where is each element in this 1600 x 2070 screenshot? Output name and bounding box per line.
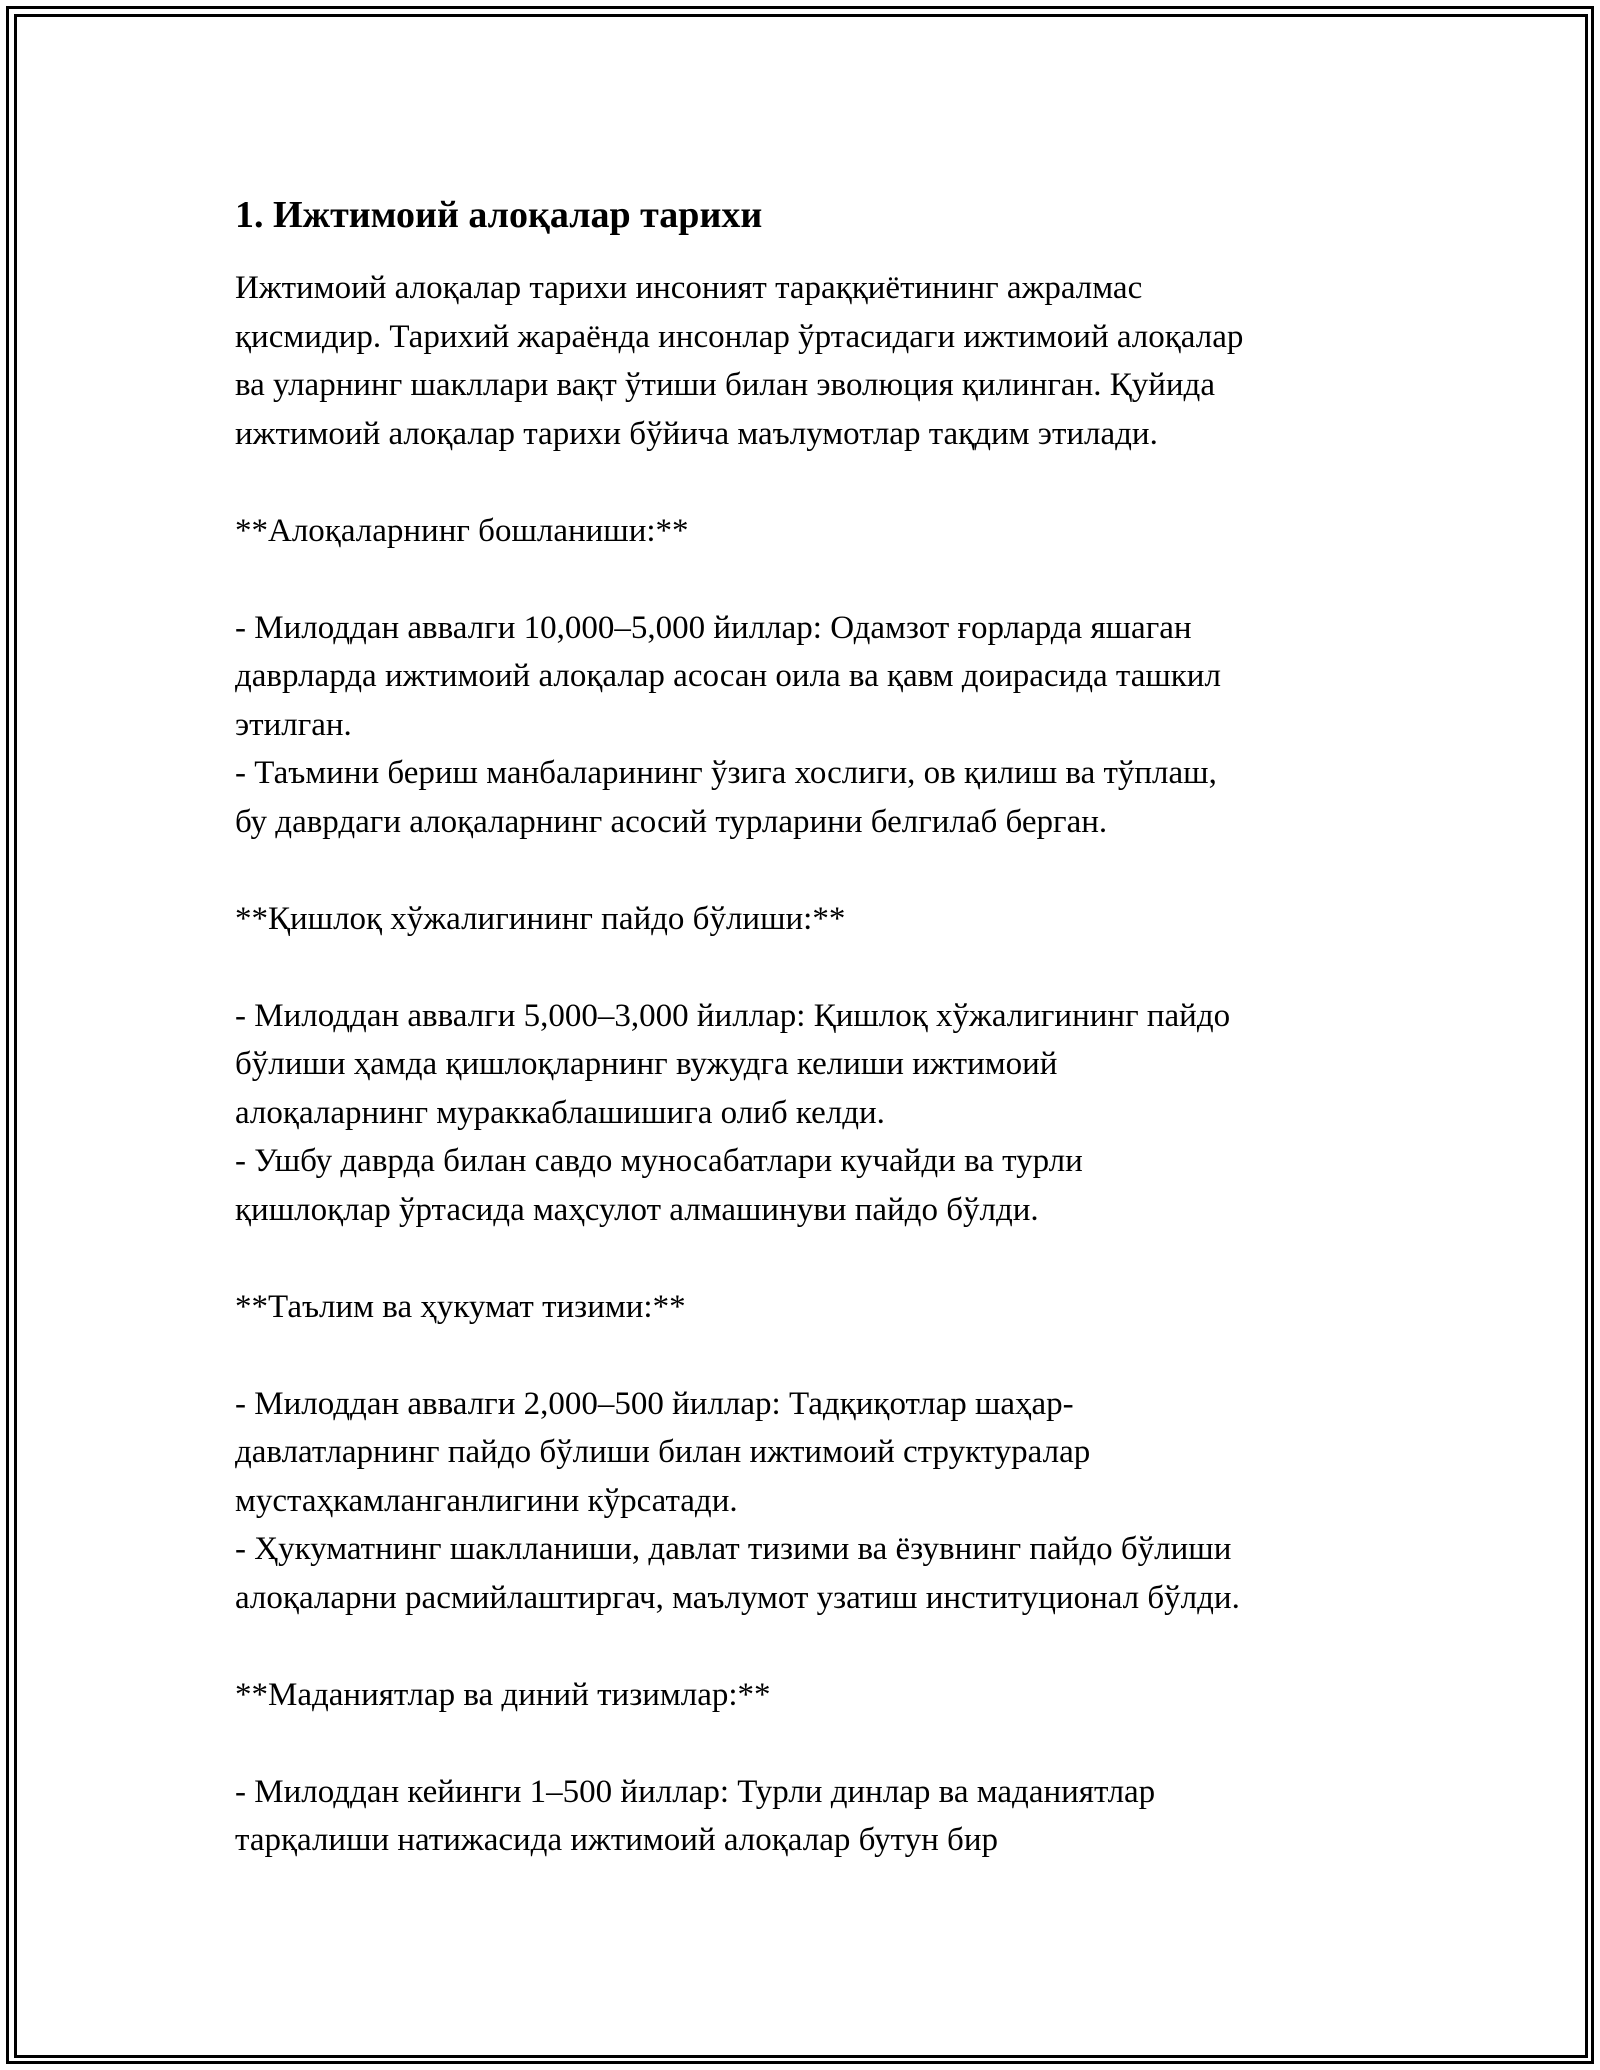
section-heading: **Таълим ва ҳукумат тизими:** bbox=[235, 1288, 686, 1325]
intro-line: ва уларнинг шакллари вақт ўтиши билан эволюция қилинган. Қуйида bbox=[235, 367, 1215, 403]
blank-line bbox=[235, 555, 1365, 604]
section-line: - Ушбу даврда билан савдо муносабатлари кучайди ва турли bbox=[235, 1143, 1083, 1179]
intro-line: ижтимоий алоқалар тарихи бўйича маълумотлар тақдим этилади. bbox=[235, 415, 1158, 452]
blank-line bbox=[235, 458, 1365, 507]
section-line: қишлоқлар ўртасида маҳсулот алмашинуви пайдо бўлди. bbox=[235, 1191, 1039, 1228]
section-line: - Милоддан кейинги 1–500 йиллар: Турли динлар ва маданиятлар bbox=[235, 1773, 1156, 1810]
section-line: алоқаларнинг мураккаблашишига олиб келди. bbox=[235, 1094, 885, 1131]
section-line: давлатларнинг пайдо бўлиши билан ижтимоий структуралар bbox=[235, 1434, 1091, 1470]
blank-line bbox=[235, 1331, 1365, 1380]
document-title: 1. Ижтимоий алоқалар тарихи bbox=[235, 194, 763, 236]
blank-line bbox=[235, 1234, 1365, 1283]
section-heading: **Алоқаларнинг бошланиши:** bbox=[235, 512, 689, 549]
section-line: - Милоддан аввалги 10,000–5,000 йиллар: Одамзот ғорларда яшаган bbox=[235, 609, 1192, 646]
intro-paragraph bbox=[235, 264, 1365, 1865]
section-line: даврларда ижтимоий алоқалар асосан оила ва қавм доирасида ташкил bbox=[235, 658, 1221, 694]
section-heading: **Маданиятлар ва диний тизимлар:** bbox=[235, 1676, 771, 1713]
blank-line bbox=[235, 1719, 1365, 1768]
intro-line: Ижтимоий алоқалар тарихи инсоният тараққиётининг ажралмас bbox=[235, 270, 1143, 306]
section-line: этилган. bbox=[235, 706, 352, 743]
section-line: - Милоддан аввалги 5,000–3,000 йиллар: Қишлоқ хўжалигининг пайдо bbox=[235, 997, 1231, 1034]
section-line: мустаҳкамланганлигини кўрсатади. bbox=[235, 1482, 738, 1519]
section-line: бу даврдаги алоқаларнинг асосий турларини белгилаб берган. bbox=[235, 803, 1108, 840]
blank-line bbox=[235, 1622, 1365, 1671]
section-line: тарқалиши натижасида ижтимоий алоқалар бутун бир bbox=[235, 1822, 998, 1858]
blank-line bbox=[235, 943, 1365, 992]
section-line: - Милоддан аввалги 2,000–500 йиллар: Тадқиқотлар шаҳар- bbox=[235, 1385, 1074, 1422]
section-line: алоқаларни расмийлаштиргач, маълумот узатиш институционал бўлди. bbox=[235, 1579, 1240, 1616]
section-heading: **Қишлоқ хўжалигининг пайдо бўлиши:** bbox=[235, 900, 846, 937]
section-line: - Таъмини бериш манбаларининг ўзига хослиги, ов қилиш ва тўплаш, bbox=[235, 755, 1217, 791]
blank-line bbox=[235, 846, 1365, 895]
section-line: бўлиши ҳамда қишлоқларнинг вужудга келиши ижтимоий bbox=[235, 1046, 1058, 1082]
document-body bbox=[235, 190, 1365, 1865]
section-line: - Ҳукуматнинг шаклланиши, давлат тизими ва ёзувнинг пайдо бўлиши bbox=[235, 1531, 1232, 1567]
intro-line: қисмидир. Тарихий жараёнда инсонлар ўртасидаги ижтимоий алоқалар bbox=[235, 318, 1244, 355]
